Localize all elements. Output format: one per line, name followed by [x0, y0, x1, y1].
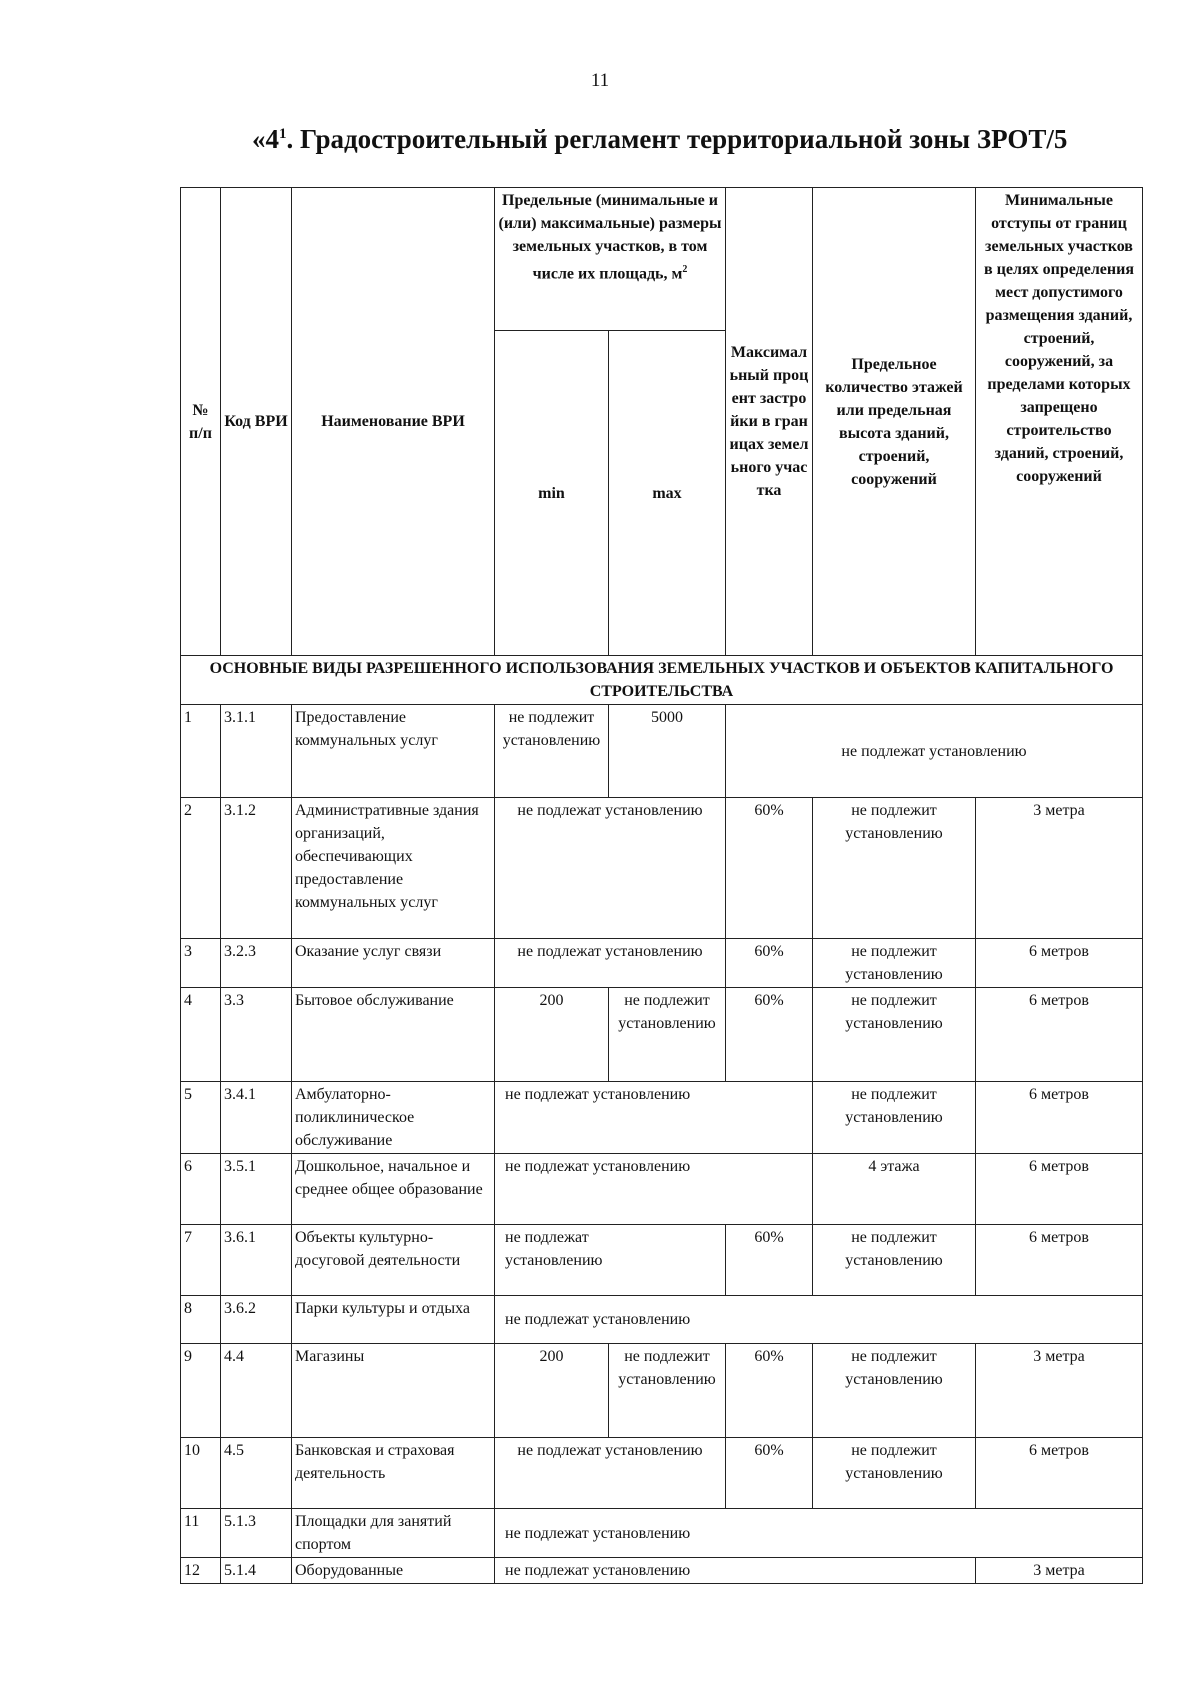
page-number: 11	[590, 70, 610, 91]
table-row	[181, 1509, 1143, 1558]
table-row	[181, 798, 1143, 939]
row-num: 7	[181, 1225, 221, 1296]
header-name: Наименование ВРИ	[292, 188, 495, 656]
header-num: № п/п	[181, 188, 221, 656]
row-code: 4.4	[221, 1344, 292, 1438]
row-coverage: 60%	[726, 1438, 813, 1509]
row-name: Магазины	[292, 1344, 495, 1438]
row-setback: 6 метров	[976, 988, 1143, 1082]
title-text: . Градостроительный регламент территориальной зоны ЗРОТ/5	[286, 124, 1068, 154]
row-floors: не подлежит установлению	[813, 939, 976, 988]
row-setback: 3 метра	[976, 1344, 1143, 1438]
table-row	[181, 939, 1143, 988]
row-size: не подлежат установлению	[495, 939, 726, 988]
row-floors: не подлежит установлению	[813, 1438, 976, 1509]
row-code: 3.2.3	[221, 939, 292, 988]
row-max: не подлежит установлению	[609, 988, 726, 1082]
row-num: 5	[181, 1082, 221, 1154]
row-size-coverage: не подлежат установлению	[495, 1082, 813, 1154]
row-num: 10	[181, 1438, 221, 1509]
row-code: 3.1.2	[221, 798, 292, 939]
row-floors: не подлежит установлению	[813, 1344, 976, 1438]
row-coverage: 60%	[726, 798, 813, 939]
header-coverage: Максимальный процент застройки в границах земельного участка	[726, 188, 813, 656]
row-name: Площадки для занятий спортом	[292, 1509, 495, 1558]
table-row	[181, 1438, 1143, 1509]
row-code: 5.1.4	[221, 1558, 292, 1584]
row-name: Парки культуры и отдыха	[292, 1296, 495, 1344]
row-size-coverage: не подлежат установлению	[495, 1154, 813, 1225]
row-coverage: 60%	[726, 1344, 813, 1438]
row-num: 1	[181, 705, 221, 798]
row-rest: не подлежат установлению	[726, 705, 1143, 798]
row-floors: не подлежит установлению	[813, 988, 976, 1082]
row-code: 3.4.1	[221, 1082, 292, 1154]
header-row-1	[181, 188, 1143, 331]
row-min: 200	[495, 1344, 609, 1438]
row-code: 3.6.2	[221, 1296, 292, 1344]
row-rest: не подлежат установлению	[495, 1509, 1143, 1558]
row-num: 12	[181, 1558, 221, 1584]
row-min: не подлежит установлению	[495, 705, 609, 798]
header-min: min	[495, 331, 609, 656]
row-code: 4.5	[221, 1438, 292, 1509]
row-name: Административные здания организаций, обеспечивающих предоставление коммунальных услуг	[292, 798, 495, 939]
row-num: 4	[181, 988, 221, 1082]
row-setback: 6 метров	[976, 1438, 1143, 1509]
row-rest: не подлежат установлению	[495, 1296, 1143, 1344]
row-num: 3	[181, 939, 221, 988]
header-setback: Минимальные отступы от границ земельных участков в целях определения мест допустимого размещения зданий, строений, сооружений, за пределами которых запрещено строительство зданий, строений, сооружений	[976, 188, 1143, 656]
row-num: 9	[181, 1344, 221, 1438]
section-title: ОСНОВНЫЕ ВИДЫ РАЗРЕШЕННОГО ИСПОЛЬЗОВАНИЯ ЗЕМЕЛЬНЫХ УЧАСТКОВ И ОБЪЕКТОВ КАПИТАЛЬНОГО СТРОИТЕЛЬСТВА	[181, 656, 1143, 705]
row-size-floors: не подлежат установлению	[495, 1558, 976, 1584]
row-code: 3.1.1	[221, 705, 292, 798]
row-floors: не подлежит установлению	[813, 1082, 976, 1154]
row-min: 200	[495, 988, 609, 1082]
row-name: Оборудованные	[292, 1558, 495, 1584]
row-code: 5.1.3	[221, 1509, 292, 1558]
row-floors: не подлежит установлению	[813, 798, 976, 939]
row-name: Амбулаторно-поликлиническое обслуживание	[292, 1082, 495, 1154]
row-code: 3.3	[221, 988, 292, 1082]
row-setback: 6 метров	[976, 939, 1143, 988]
row-max: не подлежит установлению	[609, 1344, 726, 1438]
row-code: 3.5.1	[221, 1154, 292, 1225]
row-setback: 3 метра	[976, 1558, 1143, 1584]
row-coverage: 60%	[726, 988, 813, 1082]
row-size: не подлежат установлению	[495, 798, 726, 939]
row-coverage: 60%	[726, 1225, 813, 1296]
row-setback: 3 метра	[976, 798, 1143, 939]
table-row	[181, 1225, 1143, 1296]
title-superscript: 1	[279, 126, 287, 142]
row-floors: 4 этажа	[813, 1154, 976, 1225]
row-size: не подлежат установлению	[495, 1225, 726, 1296]
row-name: Оказание услуг связи	[292, 939, 495, 988]
title-prefix: «4	[252, 124, 279, 154]
row-setback: 6 метров	[976, 1225, 1143, 1296]
row-setback: 6 метров	[976, 1082, 1143, 1154]
row-code: 3.6.1	[221, 1225, 292, 1296]
row-name: Дошкольное, начальное и среднее общее образование	[292, 1154, 495, 1225]
header-sizes-sup: 2	[682, 264, 688, 275]
header-max: max	[609, 331, 726, 656]
row-num: 6	[181, 1154, 221, 1225]
row-name: Бытовое обслуживание	[292, 988, 495, 1082]
row-max: 5000	[609, 705, 726, 798]
row-size: не подлежат установлению	[495, 1438, 726, 1509]
table-row	[181, 988, 1143, 1082]
row-coverage: 60%	[726, 939, 813, 988]
row-num: 11	[181, 1509, 221, 1558]
row-num: 8	[181, 1296, 221, 1344]
table-row	[181, 1558, 1143, 1584]
row-name: Объекты культурно-досуговой деятельности	[292, 1225, 495, 1296]
row-name: Предоставление коммунальных услуг	[292, 705, 495, 798]
row-floors: не подлежит установлению	[813, 1225, 976, 1296]
row-name: Банковская и страховая деятельность	[292, 1438, 495, 1509]
row-num: 2	[181, 798, 221, 939]
row-setback: 6 метров	[976, 1154, 1143, 1225]
header-code: Код ВРИ	[221, 188, 292, 656]
table-row	[181, 1154, 1143, 1225]
table-row	[181, 1082, 1143, 1154]
regulation-table	[180, 187, 1143, 1584]
table-row	[181, 705, 1143, 798]
table-row	[181, 1344, 1143, 1438]
section-row	[181, 656, 1143, 705]
header-sizes: Предельные (минимальные и (или) максимальные) размеры земельных участков, в том числе их площадь, $м^2$	[495, 188, 726, 331]
document-title	[252, 124, 1172, 155]
table-row	[181, 1296, 1143, 1344]
header-floors: Предельное количество этажей или предельная высота зданий, строений, сооружений	[813, 188, 976, 656]
